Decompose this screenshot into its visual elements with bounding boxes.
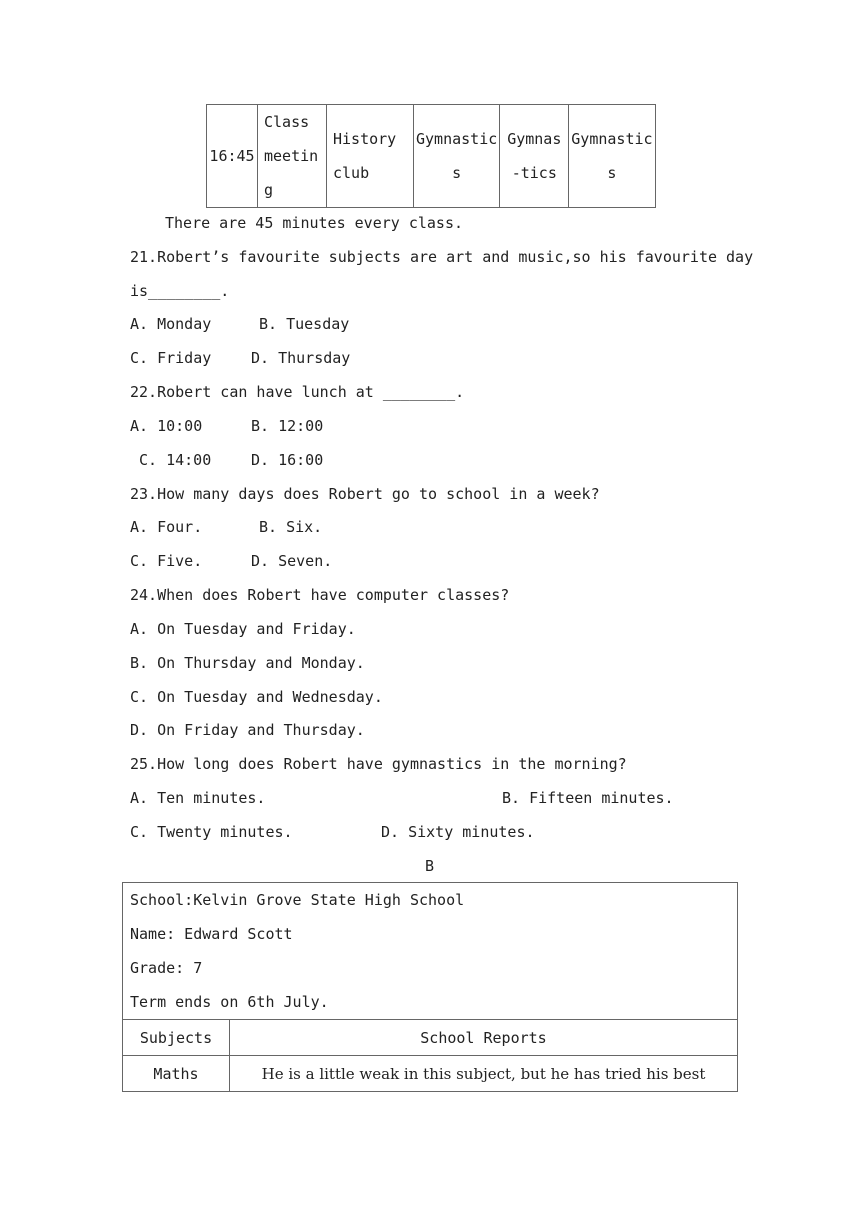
- schedule-cell: [500, 105, 569, 208]
- cell-line: Gymnastic: [416, 130, 498, 148]
- time-cell: 16:45: [207, 105, 258, 208]
- column-header-school-reports: School Reports: [230, 1020, 738, 1056]
- school-name: School:Kelvin Grove State High School: [130, 891, 465, 909]
- table-header-row: [123, 1020, 738, 1056]
- school-report-table: [122, 882, 738, 1092]
- option: C. 14:00: [139, 451, 212, 469]
- question-stem: 24.When does Robert have computer classes?: [130, 586, 510, 604]
- option: D. Sixty minutes.: [381, 823, 535, 841]
- cell-line: Gymnas: [507, 130, 562, 148]
- option: D. On Friday and Thursday.: [130, 721, 365, 739]
- student-grade: Grade: 7: [130, 959, 203, 977]
- question-stem: 22.Robert can have lunch at ________.: [130, 383, 465, 401]
- question-stem: 23.How many days does Robert go to school in a week?: [130, 485, 600, 503]
- schedule-cell: [569, 105, 655, 208]
- option: C. Five.: [130, 552, 203, 570]
- subject-cell: Maths: [123, 1056, 230, 1092]
- option: B. On Thursday and Monday.: [130, 654, 365, 672]
- cell-line: club: [333, 164, 370, 182]
- student-name: Name: Edward Scott: [130, 925, 293, 943]
- cell-line: -tics: [511, 164, 557, 182]
- option: B. Six.: [259, 518, 323, 536]
- option: B. 12:00: [251, 417, 324, 435]
- column-header-subjects: Subjects: [123, 1020, 230, 1056]
- option: A. Four.: [130, 518, 203, 536]
- option: D. Thursday: [251, 349, 351, 367]
- table-row: [123, 883, 738, 1020]
- option: D. 16:00: [251, 451, 324, 469]
- option: A. Ten minutes.: [130, 789, 266, 807]
- report-cell: He is a little weak in this subject, but he has tried his best: [230, 1056, 738, 1092]
- question-stem: 21.Robert’s favourite subjects are art and music,so his favourite day: [130, 248, 754, 266]
- cell-line: g: [264, 181, 274, 199]
- table-row: [207, 105, 656, 208]
- note-text: There are 45 minutes every class.: [165, 214, 464, 232]
- cell-line: s: [452, 164, 462, 182]
- option: B. Tuesday: [259, 315, 350, 333]
- term-end: Term ends on 6th July.: [130, 993, 329, 1011]
- cell-line: History: [333, 130, 397, 148]
- option: C. Twenty minutes.: [130, 823, 293, 841]
- section-label: B: [425, 857, 435, 875]
- schedule-cell: [327, 105, 414, 208]
- option: A. 10:00: [130, 417, 203, 435]
- question-stem: 25.How long does Robert have gymnastics in the morning?: [130, 755, 627, 773]
- schedule-cell: [258, 105, 327, 208]
- report-info-cell: [123, 883, 738, 1020]
- cell-line: Class: [264, 113, 310, 131]
- cell-line: Gymnastic: [571, 130, 653, 148]
- cell-line: s: [607, 164, 617, 182]
- option: A. On Tuesday and Friday.: [130, 620, 356, 638]
- schedule-cell: [414, 105, 500, 208]
- option: C. Friday: [130, 349, 212, 367]
- option: D. Seven.: [251, 552, 333, 570]
- schedule-table: [206, 104, 656, 208]
- option: B. Fifteen minutes.: [502, 789, 674, 807]
- question-stem-cont: is________.: [130, 282, 230, 300]
- cell-line: meetin: [264, 147, 319, 165]
- table-row: [123, 1056, 738, 1092]
- option: A. Monday: [130, 315, 212, 333]
- option: C. On Tuesday and Wednesday.: [130, 688, 383, 706]
